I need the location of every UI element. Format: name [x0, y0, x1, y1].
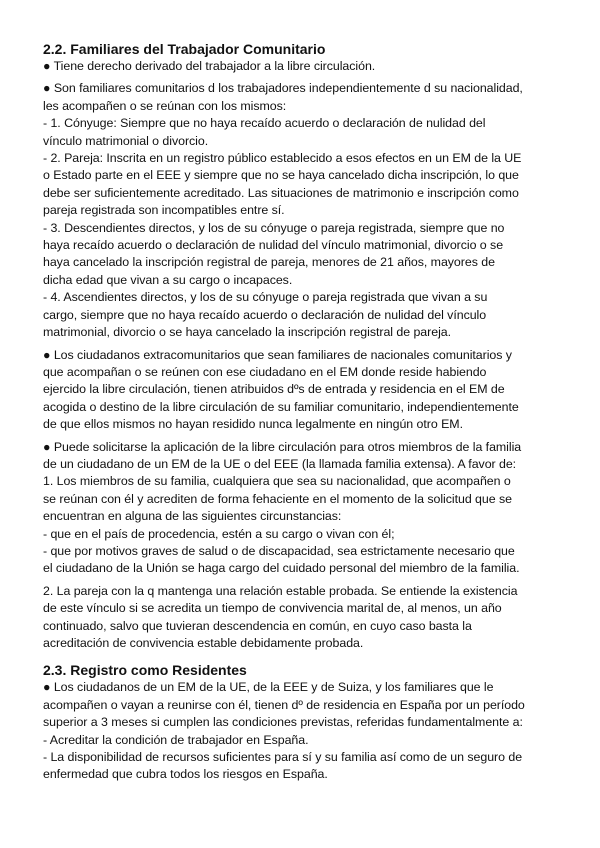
text-line: continuado, salvo que tuvieran descendencia en común, en cuyo caso basta la [43, 618, 472, 633]
section-2-2-paragraph-1 [43, 58, 560, 75]
section-2-2-paragraph-4 [43, 439, 560, 578]
text-line: - que en el país de procedencia, estén a su cargo o vivan con él; [43, 526, 395, 541]
text-line: encuentran en alguna de las siguientes circunstancias: [43, 509, 342, 524]
text-line: el ciudadano de la Unión se haga cargo del cuidado personal del miembro de la familia. [43, 561, 520, 576]
text-line: superior a 3 meses si cumplen las condiciones previstas, referidas fundamentalmente a: [43, 715, 523, 730]
text-line: - 3. Descendientes directos, y los de su cónyuge o pareja registrada, siempre que no [43, 220, 505, 235]
section-2-3-heading: 2.3. Registro como Residentes [43, 662, 247, 679]
text-line: o Estado parte en el EEE y siempre que no se haya cancelado dicha inscripción, lo que [43, 168, 519, 183]
text-line: enfermedad que cubra todos los riesgos en España. [43, 767, 328, 782]
text-line: 1. Los miembros de su familia, cualquiera que sea su nacionalidad, que acompañen o [43, 474, 511, 489]
text-line: acogida o destino de la libre circulación de su familiar comunitario, independientemente [43, 399, 519, 414]
text-line: haya cancelado la inscripción registral de pareja, menores de 21 años, mayores de [43, 255, 495, 270]
document-page [43, 40, 560, 784]
text-line: - 2. Pareja: Inscrita en un registro público establecido a esos efectos en un EM de la UE [43, 151, 522, 166]
section-2-2-paragraph-2 [43, 80, 560, 341]
text-line: ● Los ciudadanos de un EM de la UE, de la EEE y de Suiza, y los familiares que le [43, 680, 494, 695]
text-line: haya recaído acuerdo o declaración de nulidad del vínculo matrimonial, divorcio o se [43, 238, 504, 253]
text-line: cargo, siempre que no haya recaído acuerdo o declaración de nulidad del vínculo [43, 307, 487, 322]
text-line: acreditación de convivencia estable debidamente probada. [43, 636, 364, 650]
text-line: debe ser suficientemente acreditado. Las situaciones de matrimonio e inscripción como [43, 185, 519, 200]
section-2-2-paragraph-5 [43, 583, 560, 653]
text-line: ejercido la libre circulación, tienen atribuidos dºs de entrada y residencia en el EM de [43, 382, 505, 397]
text-line: de que ellos mismos no hayan residido nunca legalmente en ningún otro EM. [43, 417, 463, 432]
text-line: ● Los ciudadanos extracomunitarios que sean familiares de nacionales comunitarios y [43, 347, 512, 362]
text-line: - 4. Ascendientes directos, y los de su cónyuge o pareja registrada que vivan a su [43, 290, 488, 305]
text-line: ● Puede solicitarse la aplicación de la libre circulación para otros miembros de la familia [43, 439, 522, 454]
section-2-2-heading: 2.2. Familiares del Trabajador Comunitario [43, 41, 326, 57]
text-line: - 1. Cónyuge: Siempre que no haya recaído acuerdo o declaración de nulidad del [43, 116, 486, 131]
text-line: matrimonial, divorcio o se haya cancelado la inscripción registral de pareja. [43, 325, 452, 340]
text-line: les acompañen o se reúnan con los mismos: [43, 98, 287, 113]
text-line: - La disponibilidad de recursos suficientes para sí y su familia así como de un seguro de [43, 750, 523, 765]
section-2-2-paragraph-3 [43, 347, 560, 434]
text-line: 2. La pareja con la q mantenga una relación estable probada. Se entiende la existencia [43, 583, 518, 598]
text-line: dicha edad que vivan a su cargo o incapaces. [43, 272, 293, 287]
text-line: vínculo matrimonial o divorcio. [43, 133, 209, 148]
text-line: - Acreditar la condición de trabajador en España. [43, 732, 309, 747]
text-line: - que por motivos graves de salud o de discapacidad, sea estrictamente necesario que [43, 543, 515, 558]
text-line: que acompañan o se reúnen con ese ciudadano en el EM donde reside habiendo [43, 364, 487, 379]
text-line: ● Tiene derecho derivado del trabajador a la libre circulación. [43, 59, 376, 73]
text-line: ● Son familiares comunitarios d los trabajadores independientemente d su nacionalidad, [43, 81, 523, 96]
text-line: de este vínculo si se acredita un tiempo de convivencia marital de, al menos, un año [43, 601, 502, 616]
text-line: pareja registrada son incompatibles entre sí. [43, 203, 285, 218]
text-line: de un ciudadano de un EM de la UE o del EEE (la llamada familia extensa). A favor de: [43, 456, 517, 471]
section-2-3-paragraph-1 [43, 679, 560, 783]
text-line: se reúnan con él y acrediten de forma fehaciente en el momento de la solicitud que se [43, 491, 512, 506]
text-line: acompañen o vayan a reunirse con él, tienen dº de residencia en España por un período [43, 697, 525, 712]
